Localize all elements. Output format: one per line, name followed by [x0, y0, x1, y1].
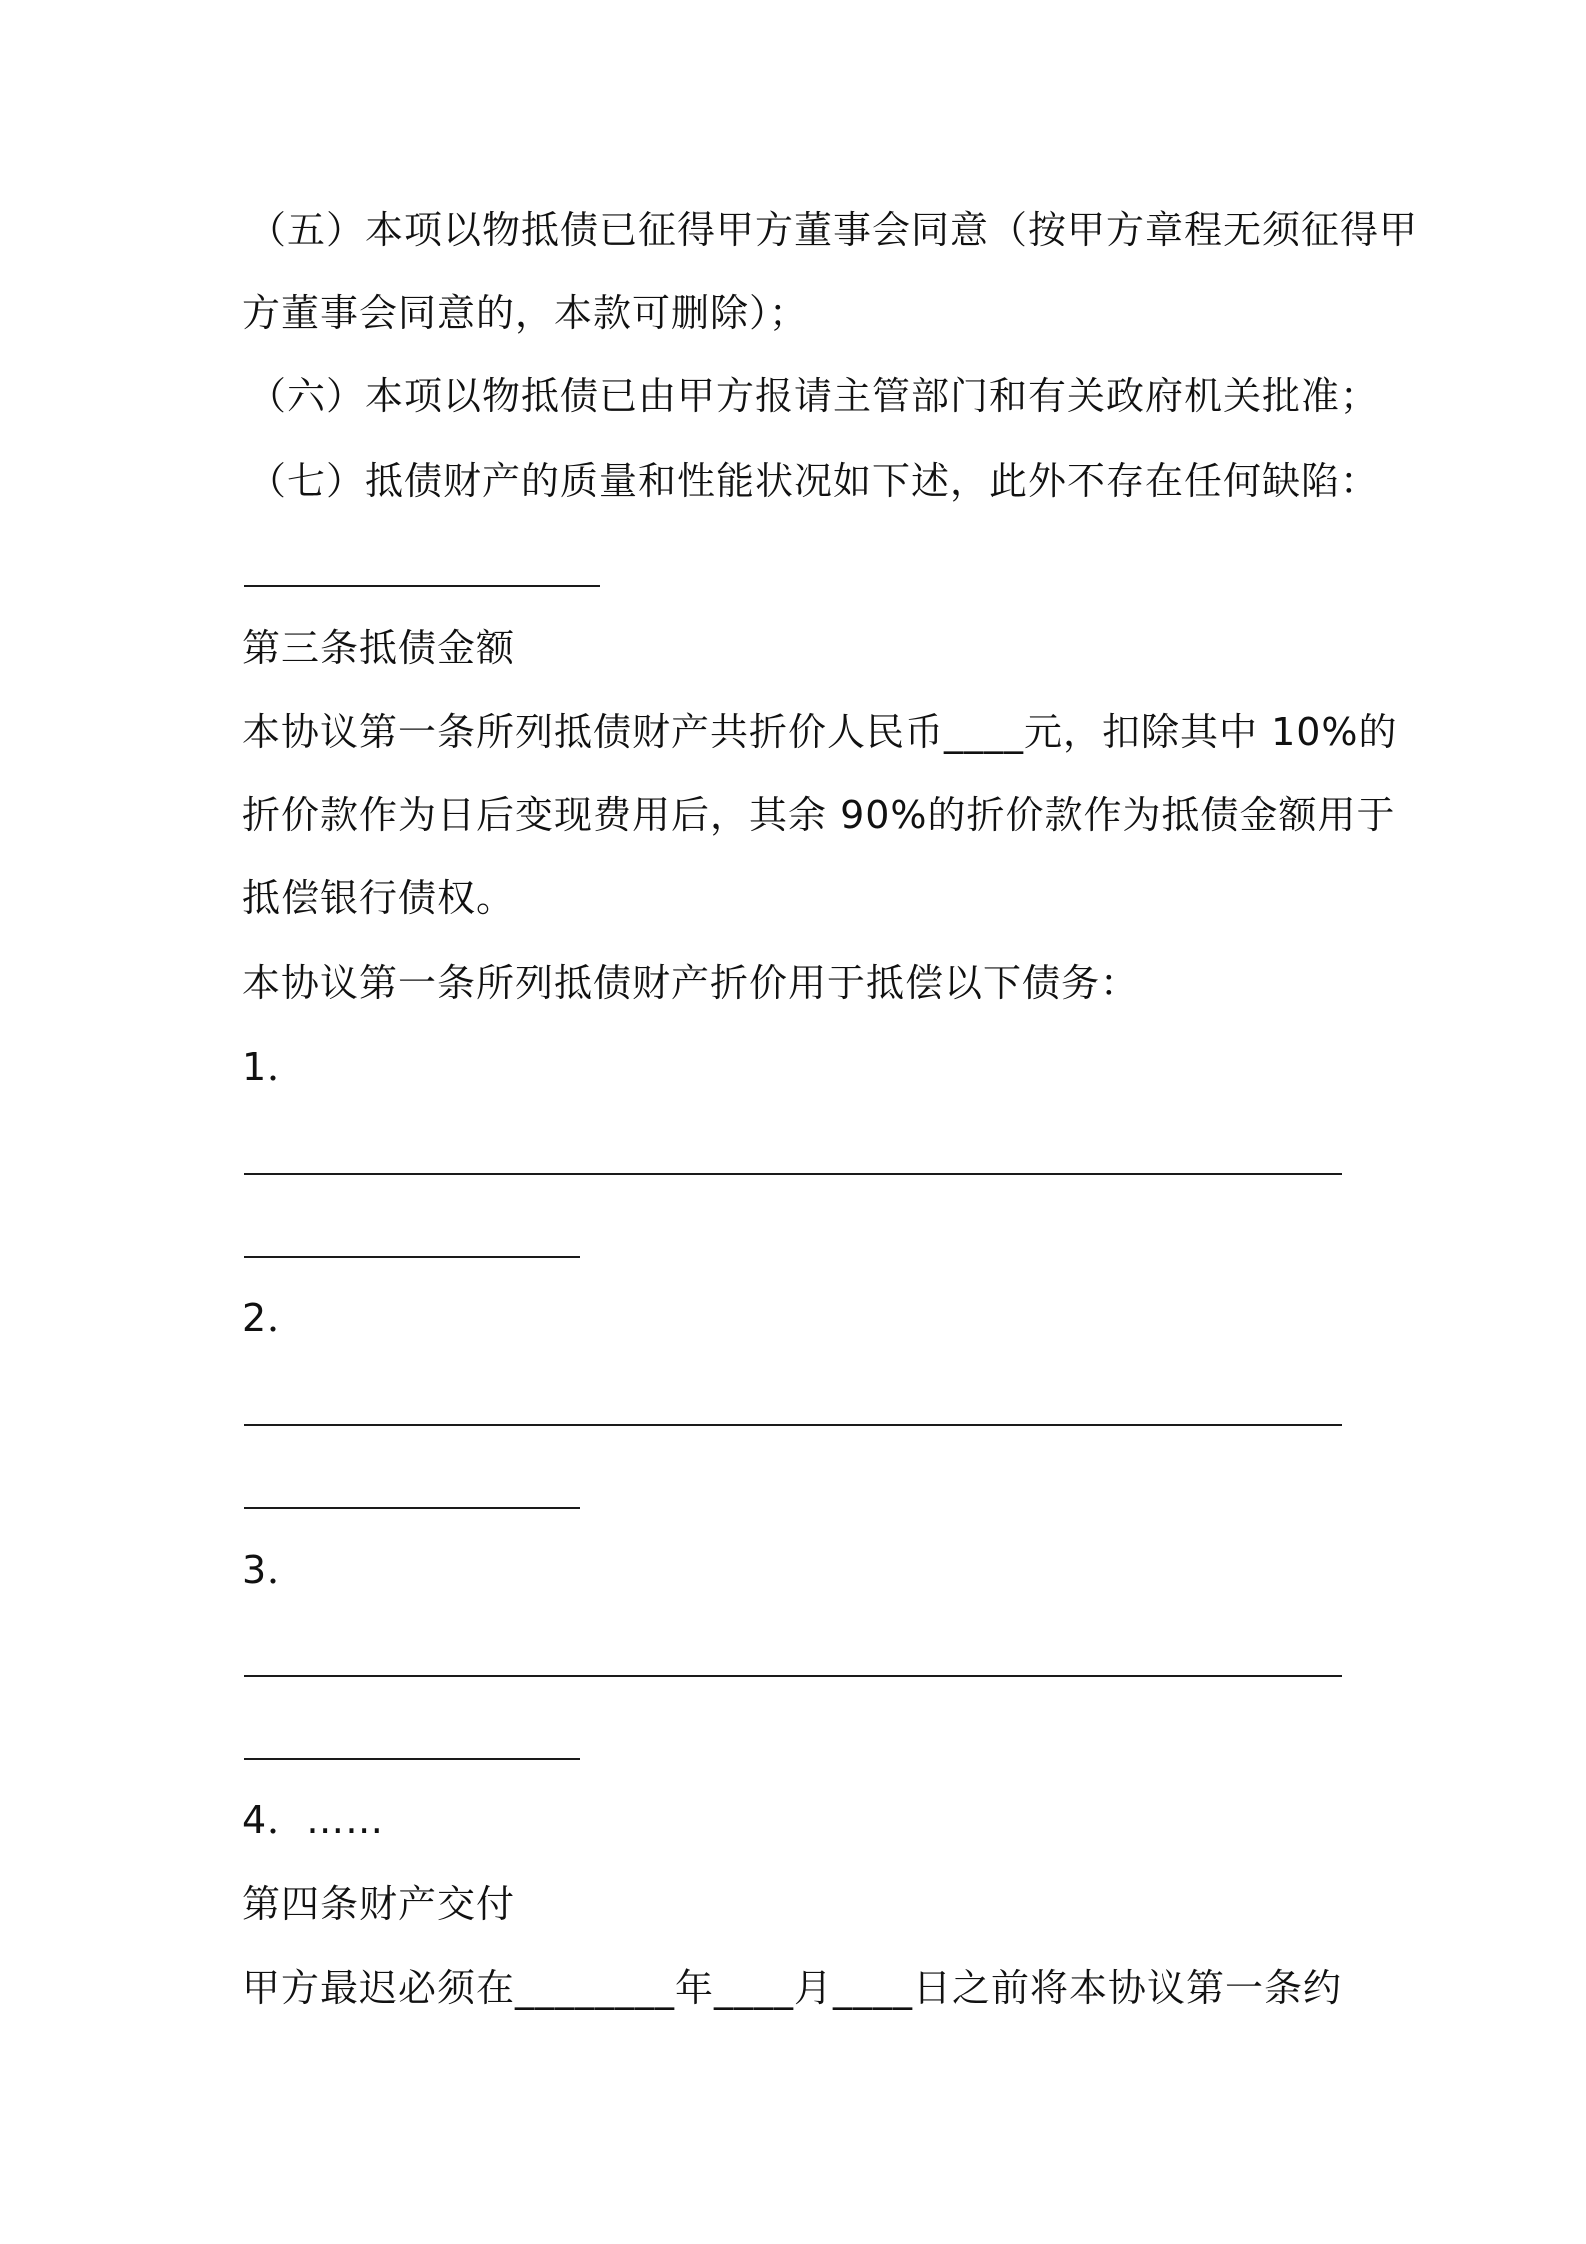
debt-item-2-blank-line-2	[244, 1507, 580, 1509]
article-4-paragraph-line-1: 甲方最迟必须在________年____月____日之前将本协议第一条约	[242, 1966, 1343, 2010]
debt-item-1-blank-line-2	[244, 1256, 580, 1258]
debt-item-3-blank-line-2	[244, 1758, 580, 1760]
clause-7: （七）抵债财产的质量和性能状况如下述，此外不存在任何缺陷：	[248, 459, 1380, 503]
clause-6: （六）本项以物抵债已由甲方报请主管部门和有关政府机关批准；	[248, 374, 1380, 418]
article-3-paragraph-line-3: 抵偿银行债权。	[242, 876, 516, 920]
debt-item-1-number: 1．	[242, 1045, 307, 1089]
article-3-heading: 第三条抵债金额	[242, 626, 516, 670]
debt-item-2-number: 2．	[242, 1296, 307, 1340]
clause-5-line-2: 方董事会同意的，本款可删除）；	[242, 291, 809, 335]
article-4-heading: 第四条财产交付	[242, 1882, 516, 1926]
clause-5-line-1: （五）本项以物抵债已征得甲方董事会同意（按甲方章程无须征得甲	[248, 208, 1419, 252]
article-3-paragraph-line-1: 本协议第一条所列抵债财产共折价人民币____元，扣除其中 10%的	[242, 710, 1398, 754]
blank-fill-line	[244, 585, 600, 587]
debt-item-3-number: 3．	[242, 1548, 307, 1592]
article-3-paragraph-line-2: 折价款作为日后变现费用后，其余 90%的折价款作为抵债金额用于	[242, 793, 1396, 837]
debts-intro: 本协议第一条所列抵债财产折价用于抵偿以下债务：	[242, 961, 1140, 1005]
debt-item-2-blank-line-1	[244, 1424, 1342, 1426]
debt-item-4: 4．……	[242, 1798, 385, 1842]
debt-item-1-blank-line-1	[244, 1173, 1342, 1175]
debt-item-3-blank-line-1	[244, 1675, 1342, 1677]
